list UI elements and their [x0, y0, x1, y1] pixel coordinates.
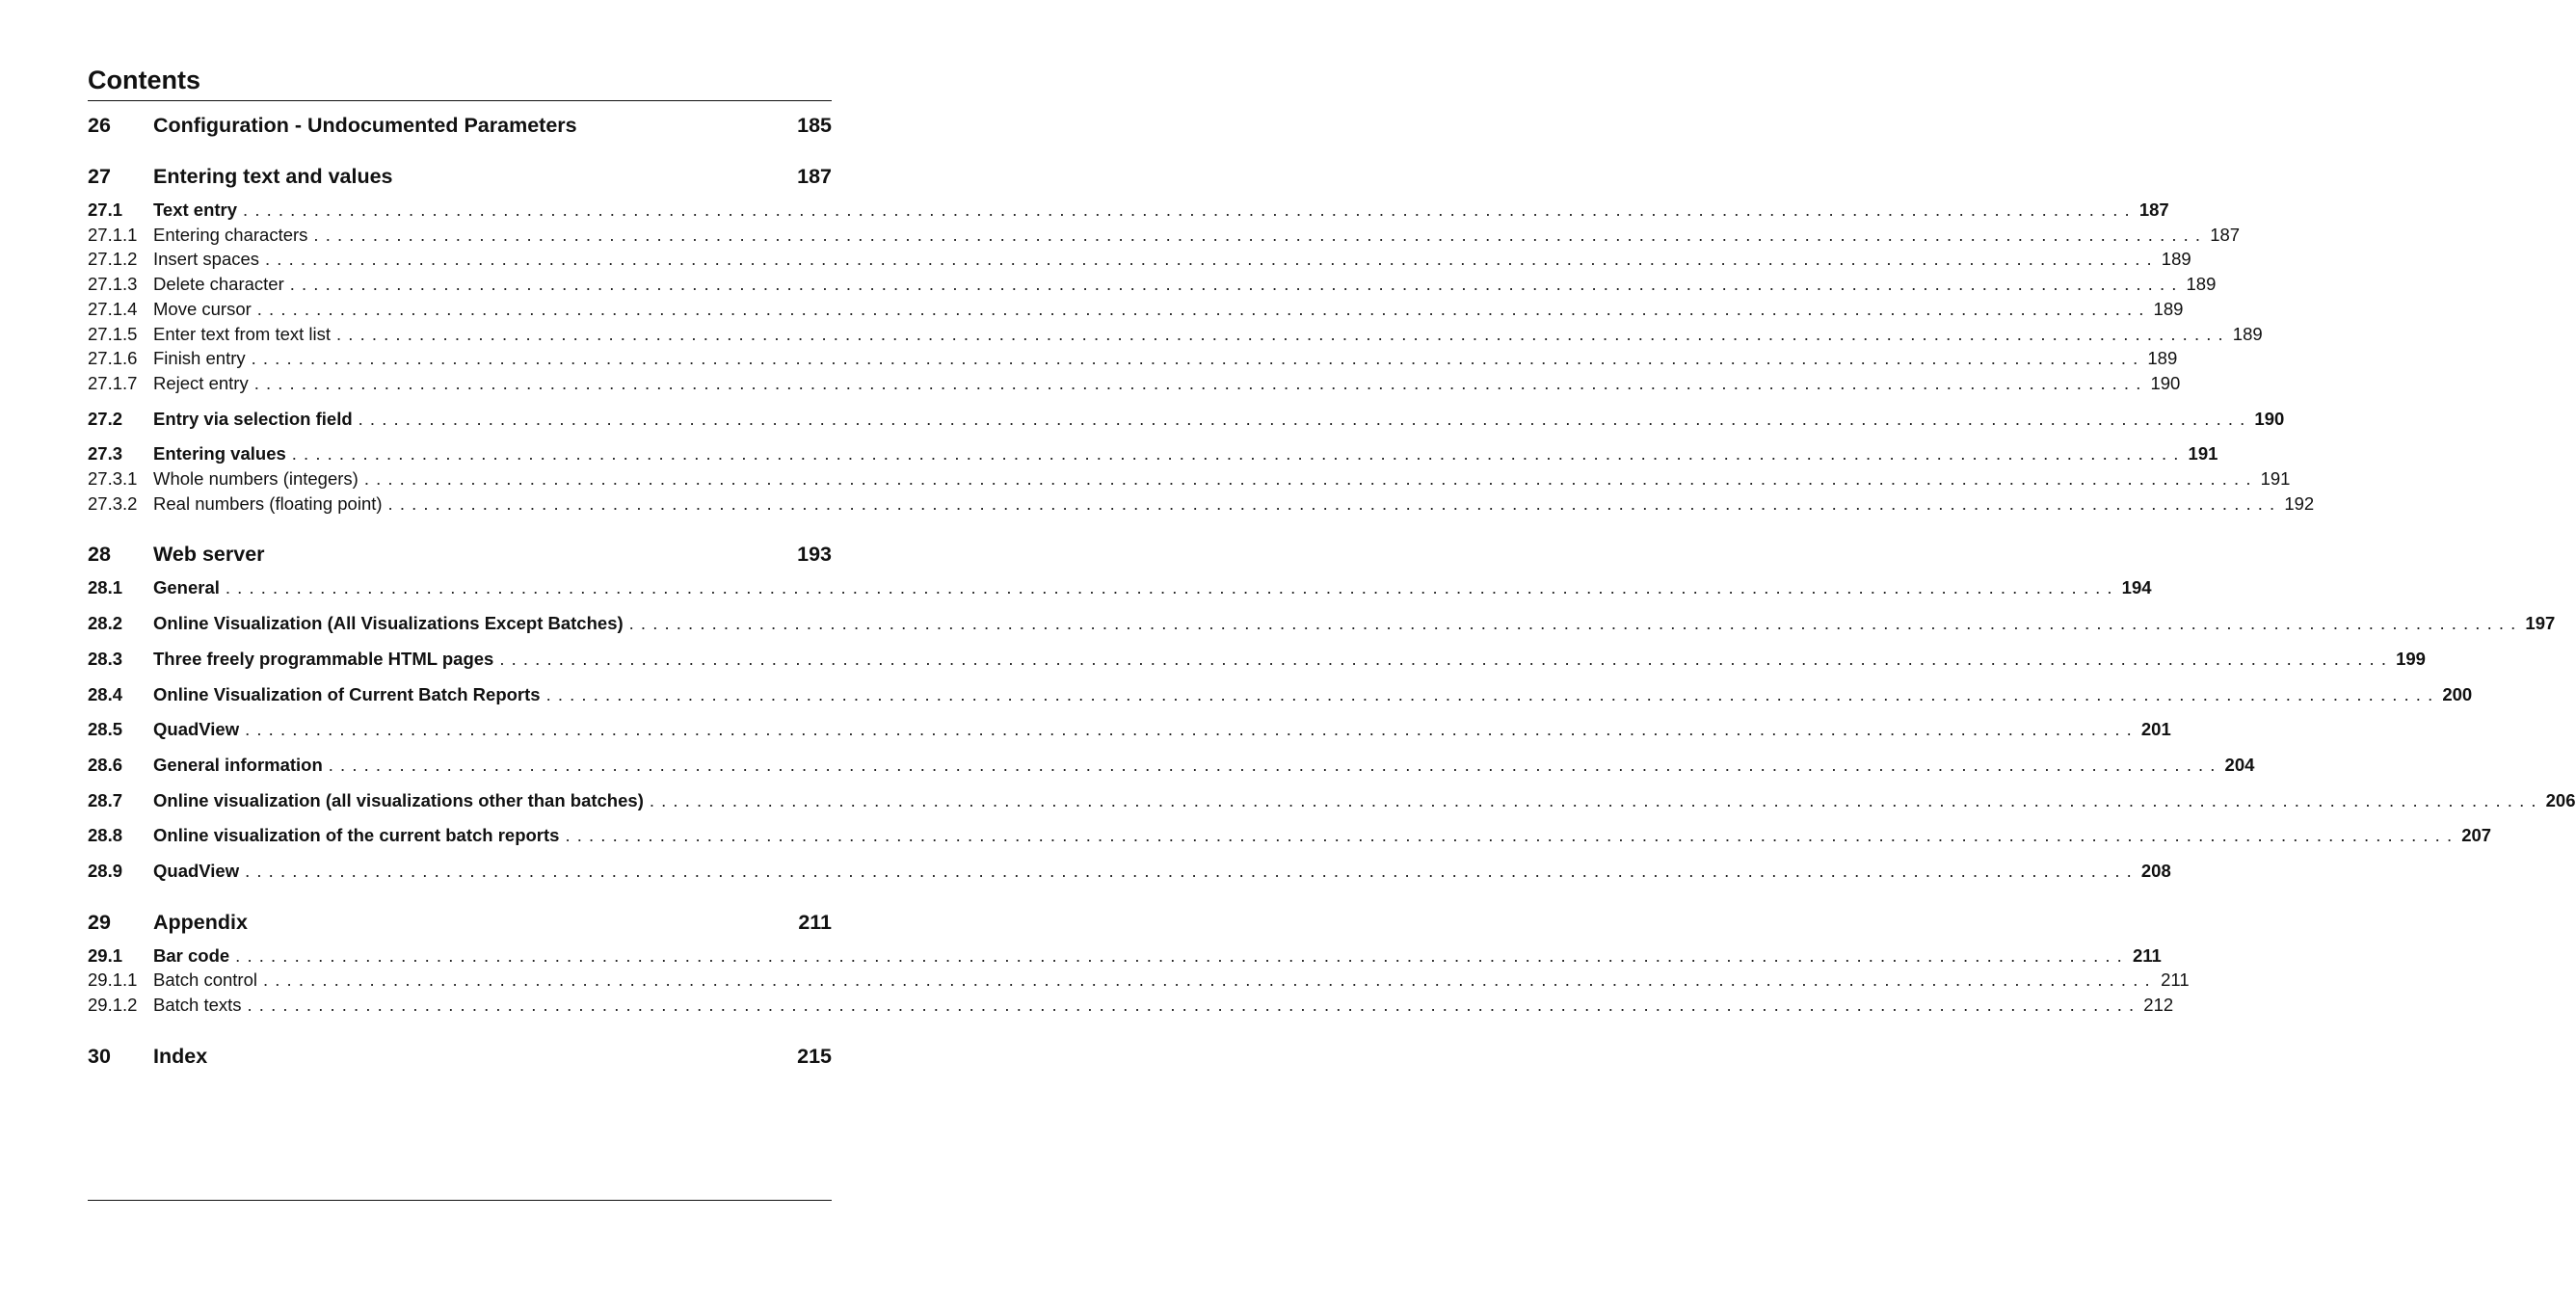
toc-entry-page-number: 192: [2284, 492, 2315, 514]
toc-entry-page-number: 187: [2210, 224, 2241, 245]
dot-leader: . . . . . . . . . . . . . . . . . . . . . . . . . . . . . . . . . . . . . . . . . . . . . . . . . . . . . . . . . . . . . . . . . . . . . . . . . . . . . . . . . . . . . . . . . . . . . . . . . . . . . . . . . . . . . . . . . . . . . . . . . . . . . . . . . . . . . . . . . . . . . . . . . . . . . . . . . . . . . . . .: [328, 754, 2217, 775]
toc-entry-page-number: 191: [2188, 443, 2218, 465]
dot-leader: . . . . . . . . . . . . . . . . . . . . . . . . . . . . . . . . . . . . . . . . . . . . . . . . . . . . . . . . . . . . . . . . . . . . . . . . . . . . . . . . . . . . . . . . . . . . . . . . . . . . . . . . . . . . . . . . . . . . . . . . . . . . . . . . . . . . . . . . . . . . . . . . . . . . . . . . . . . . . . . .: [247, 995, 2136, 1016]
toc-entry-page-number: 211: [2132, 944, 2162, 966]
toc-entry-title: Delete character: [153, 274, 284, 295]
toc-entry-number: 27.1.6: [88, 348, 138, 369]
toc-entry-number: 29: [88, 910, 111, 934]
toc-entry-number: 27.1.7: [88, 372, 138, 393]
page-title: Contents: [88, 66, 200, 94]
dot-leader: . . . . . . . . . . . . . . . . . . . . . . . . . . . . . . . . . . . . . . . . . . . . . . . . . . . . . . . . . . . . . . . . . . . . . . . . . . . . . . . . . . . . . . . . . . . . . . . . . . . . . . . . . . . . . . . . . . . . . . . . . . . . . . . . . . . . . . . . . . . . . . . . . . . . . . . . . . . . . . . .: [336, 323, 2224, 344]
dot-leader: . . . . . . . . . . . . . . . . . . . . . . . . . . . . . . . . . . . . . . . . . . . . . . . . . . . . . . . . . . . . . . . . . . . . . . . . . . . . . . . . . . . . . . . . . . . . . . . . . . . . . . . . . . . . . . . . . . . . . . . . . . . . . . . . . . . . . . . . . . . . . . . . . . . . . . . . . . . . . . . .: [251, 348, 2139, 369]
dot-leader: . . . . . . . . . . . . . . . . . . . . . . . . . . . . . . . . . . . . . . . . . . . . . . . . . . . . . . . . . . . . . . . . . . . . . . . . . . . . . . . . . . . . . . . . . . . . . . . . . . . . . . . . . . . . . . . . . . . . . . . . . . . . . . . . . . . . . . . . . . . . . . . . . . . . . . . . . . . . . . . .: [565, 825, 2454, 846]
dot-leader: . . . . . . . . . . . . . . . . . . . . . . . . . . . . . . . . . . . . . . . . . . . . . . . . . . . . . . . . . . . . . . . . . . . . . . . . . . . . . . . . . . . . . . . . . . . . . . . . . . . . . . . . . . . . . . . . . . . . . . . . . . . . . . . . . . . . . . . . . . . . . . . . . . . . . . . . . . . . . . . .: [363, 468, 2252, 490]
dot-leader: . . . . . . . . . . . . . . . . . . . . . . . . . . . . . . . . . . . . . . . . . . . . . . . . . . . . . . . . . . . . . . . . . . . . . . . . . . . . . . . . . . . . . . . . . . . . . . . . . . . . . . . . . . . . . . . . . . . . . . . . . . . . . . . . . . . . . . . . . . . . . . . . . . . . . . . . . . . . . . . .: [628, 613, 2517, 634]
toc-subsection-entry[interactable]: [88, 272, 2217, 297]
toc-subsection-entry[interactable]: [88, 466, 2291, 491]
toc-section-entry[interactable]: [88, 753, 2255, 778]
dot-leader: . . . . . . . . . . . . . . . . . . . . . . . . . . . . . . . . . . . . . . . . . . . . . . . . . . . . . . . . . . . . . . . . . . . . . . . . . . . . . . . . . . . . . . . . . . . . . . . . . . . . . . . . . . . . . . . . . . . . . . . . . . . . . . . . . . . . . . . . . . . . . . . . . . . . . . . . . . . . . . . .: [256, 298, 2145, 319]
dot-leader: . . . . . . . . . . . . . . . . . . . . . . . . . . . . . . . . . . . . . . . . . . . . . . . . . . . . . . . . . . . . . . . . . . . . . . . . . . . . . . . . . . . . . . . . . . . . . . . . . . . . . . . . . . . . . . . . . . . . . . . . . . . . . . . . . . . . . . . . . . . . . . . . . . . . . . . . . . . . . . . .: [313, 224, 2202, 245]
toc-entry-page-number: 201: [2140, 719, 2171, 740]
toc-entry-number: 28: [88, 543, 111, 567]
toc-entry-page-number: 189: [2147, 348, 2178, 369]
toc-entry-title: General information: [153, 754, 323, 775]
toc-entry-title: QuadView: [153, 861, 240, 882]
toc-entry-title: Online Visualization (All Visualizations Except Batches): [153, 613, 624, 634]
toc-section-entry[interactable]: [88, 611, 2556, 636]
toc-entry-page-number: 215: [797, 1044, 832, 1068]
toc-entry-page-number: 200: [2442, 683, 2473, 704]
toc-entry-title: Entering characters: [153, 224, 308, 245]
toc-subsection-entry[interactable]: [88, 223, 2241, 248]
toc-entry-number: 28.1: [88, 577, 123, 598]
toc-section-entry[interactable]: [88, 575, 2152, 600]
toc-entry-number: 29.1: [88, 944, 123, 966]
toc-entry-title: Finish entry: [153, 348, 246, 369]
toc-entry-number: 27.1.3: [88, 274, 138, 295]
toc-entry-title: Appendix: [153, 910, 248, 934]
toc-entry-page-number: 187: [797, 165, 832, 188]
dot-leader: . . . . . . . . . . . . . . . . . . . . . . . . . . . . . . . . . . . . . . . . . . . . . . . . . . . . . . . . . . . . . . . . . . . . . . . . . . . . . . . . . . . . . . . . . . . . . . . . . . . . . . . . . . . . . . . . . . . . . . . . . . . . . . . . . . . . . . . . . . . . . . . . . . . . . . . . . . . . . . . .: [225, 577, 2113, 598]
toc-entry-title: Entering text and values: [153, 165, 393, 188]
toc-entry-number: 29.1.1: [88, 969, 138, 991]
toc-section-entry[interactable]: [88, 407, 2285, 432]
dot-leader: . . . . . . . . . . . . . . . . . . . . . . . . . . . . . . . . . . . . . . . . . . . . . . . . . . . . . . . . . . . . . . . . . . . . . . . . . . . . . . . . . . . . . . . . . . . . . . . . . . . . . . . . . . . . . . . . . . . . . . . . . . . . . . . . . . . . . . . . . . . . . . . . . . . . . . . . . . . . . . . .: [291, 443, 2180, 465]
dot-leader: . . . . . . . . . . . . . . . . . . . . . . . . . . . . . . . . . . . . . . . . . . . . . . . . . . . . . . . . . . . . . . . . . . . . . . . . . . . . . . . . . . . . . . . . . . . . . . . . . . . . . . . . . . . . . . . . . . . . . . . . . . . . . . . . . . . . . . . . . . . . . . . . . . . . . . . . . . . . . . . .: [253, 372, 2142, 393]
toc-entry-page-number: 190: [2150, 372, 2181, 393]
toc-entry-title: Three freely programmable HTML pages: [153, 648, 494, 669]
toc-entry-title: Entry via selection field: [153, 408, 353, 429]
dot-leader: . . . . . . . . . . . . . . . . . . . . . . . . . . . . . . . . . . . . . . . . . . . . . . . . . . . . . . . . . . . . . . . . . . . . . . . . . . . . . . . . . . . . . . . . . . . . . . . . . . . . . . . . . . . . . . . . . . . . . . . . . . . . . . . . . . . . . . . . . . . . . . . . . . . . . . . . . . . . . . . .: [289, 274, 2178, 295]
toc-section-entry[interactable]: [88, 859, 2171, 884]
toc-entry-page-number: 207: [2461, 825, 2492, 846]
dot-leader: . . . . . . . . . . . . . . . . . . . . . . . . . . . . . . . . . . . . . . . . . . . . . . . . . . . . . . . . . . . . . . . . . . . . . . . . . . . . . . . . . . . . . . . . . . . . . . . . . . . . . . . . . . . . . . . . . . . . . . . . . . . . . . . . . . . . . . . . . . . . . . . . . . . . . . . . . . . . . . . .: [262, 969, 2151, 991]
toc-entry-number: 27.1: [88, 199, 123, 220]
toc-chapter-entry[interactable]: [88, 114, 832, 138]
toc-entry-page-number: 204: [2224, 754, 2255, 775]
toc-entry-title: Enter text from text list: [153, 323, 332, 344]
toc-entry-title: Bar code: [153, 944, 230, 966]
toc-subsection-entry[interactable]: [88, 491, 2315, 517]
toc-entry-page-number: 212: [2143, 995, 2174, 1016]
toc-entry-page-number: 206: [2545, 789, 2576, 810]
dot-leader: . . . . . . . . . . . . . . . . . . . . . . . . . . . . . . . . . . . . . . . . . . . . . . . . . . . . . . . . . . . . . . . . . . . . . . . . . . . . . . . . . . . . . . . . . . . . . . . . . . . . . . . . . . . . . . . . . . . . . . . . . . . . . . . . . . . . . . . . . . . . . . . . . . . . . . . . . . . . . . . .: [243, 199, 2131, 220]
toc-section-entry[interactable]: [88, 788, 2576, 813]
toc-entry-title: Reject entry: [153, 372, 249, 393]
toc-chapter-entry[interactable]: [88, 543, 832, 567]
toc-entry-number: 26: [88, 114, 111, 137]
toc-entry-title: Online Visualization of Current Batch Reports: [153, 683, 541, 704]
toc-entry-number: 27.3.2: [88, 492, 138, 514]
toc-subsection-entry[interactable]: [88, 993, 2174, 1018]
toc-section-entry[interactable]: [88, 682, 2473, 707]
toc-entry-number: 27.3: [88, 443, 123, 465]
toc-entry-number: 28.3: [88, 648, 123, 669]
toc-subsection-entry[interactable]: [88, 322, 2263, 347]
toc-section-entry[interactable]: [88, 198, 2169, 223]
header-rule: [88, 100, 832, 101]
toc-subsection-entry[interactable]: [88, 247, 2191, 272]
toc-entry-number: 28.9: [88, 861, 123, 882]
toc-entry-number: 28.2: [88, 613, 123, 634]
toc-entry-number: 27.1.4: [88, 298, 138, 319]
toc-entry-page-number: 194: [2121, 577, 2152, 598]
toc-entry-title: General: [153, 577, 220, 598]
toc-entry-title: Entering values: [153, 443, 286, 465]
toc-entry-page-number: 197: [2525, 613, 2556, 634]
dot-leader: . . . . . . . . . . . . . . . . . . . . . . . . . . . . . . . . . . . . . . . . . . . . . . . . . . . . . . . . . . . . . . . . . . . . . . . . . . . . . . . . . . . . . . . . . . . . . . . . . . . . . . . . . . . . . . . . . . . . . . . . . . . . . . . . . . . . . . . . . . . . . . . . . . . . . . . . . . . . . . . .: [649, 789, 2537, 810]
toc-entry-page-number: 185: [797, 114, 832, 137]
toc-section-entry[interactable]: [88, 823, 2492, 848]
dot-leader: . . . . . . . . . . . . . . . . . . . . . . . . . . . . . . . . . . . . . . . . . . . . . . . . . . . . . . . . . . . . . . . . . . . . . . . . . . . . . . . . . . . . . . . . . . . . . . . . . . . . . . . . . . . . . . . . . . . . . . . . . . . . . . . . . . . . . . . . . . . . . . . . . . . . . . . . . . . . . . . .: [235, 944, 2123, 966]
toc-entry-page-number: 211: [2161, 969, 2190, 991]
dot-leader: . . . . . . . . . . . . . . . . . . . . . . . . . . . . . . . . . . . . . . . . . . . . . . . . . . . . . . . . . . . . . . . . . . . . . . . . . . . . . . . . . . . . . . . . . . . . . . . . . . . . . . . . . . . . . . . . . . . . . . . . . . . . . . . . . . . . . . . . . . . . . . . . . . . . . . . . . . . . . . . .: [358, 408, 2246, 429]
dot-leader: . . . . . . . . . . . . . . . . . . . . . . . . . . . . . . . . . . . . . . . . . . . . . . . . . . . . . . . . . . . . . . . . . . . . . . . . . . . . . . . . . . . . . . . . . . . . . . . . . . . . . . . . . . . . . . . . . . . . . . . . . . . . . . . . . . . . . . . . . . . . . . . . . . . . . . . . . . . . . . . .: [265, 249, 2153, 270]
toc-chapter-entry[interactable]: [88, 911, 832, 935]
toc-entry-title: Insert spaces: [153, 249, 260, 270]
toc-entry-number: 28.6: [88, 754, 123, 775]
toc-entry-page-number: 189: [2153, 298, 2184, 319]
toc-entry-title: Move cursor: [153, 298, 252, 319]
toc-subsection-entry[interactable]: [88, 346, 2178, 371]
toc-entry-number: 28.7: [88, 789, 123, 810]
toc-entry-title: Text entry: [153, 199, 238, 220]
toc-entry-title: Online visualization (all visualizations other than batches): [153, 789, 644, 810]
dot-leader: . . . . . . . . . . . . . . . . . . . . . . . . . . . . . . . . . . . . . . . . . . . . . . . . . . . . . . . . . . . . . . . . . . . . . . . . . . . . . . . . . . . . . . . . . . . . . . . . . . . . . . . . . . . . . . . . . . . . . . . . . . . . . . . . . . . . . . . . . . . . . . . . . . . . . . . . . . . . . . . .: [245, 719, 2133, 740]
toc-entry-title: Whole numbers (integers): [153, 468, 359, 490]
toc-entry-page-number: 190: [2254, 408, 2285, 429]
toc-entry-number: 29.1.2: [88, 995, 138, 1016]
dot-leader: . . . . . . . . . . . . . . . . . . . . . . . . . . . . . . . . . . . . . . . . . . . . . . . . . . . . . . . . . . . . . . . . . . . . . . . . . . . . . . . . . . . . . . . . . . . . . . . . . . . . . . . . . . . . . . . . . . . . . . . . . . . . . . . . . . . . . . . . . . . . . . . . . . . . . . . . . . . . . . . .: [499, 648, 2387, 669]
footer-rule: [88, 1200, 832, 1201]
dot-leader: . . . . . . . . . . . . . . . . . . . . . . . . . . . . . . . . . . . . . . . . . . . . . . . . . . . . . . . . . . . . . . . . . . . . . . . . . . . . . . . . . . . . . . . . . . . . . . . . . . . . . . . . . . . . . . . . . . . . . . . . . . . . . . . . . . . . . . . . . . . . . . . . . . . . . . . . . . . . . . . .: [387, 492, 2276, 514]
toc-entry-page-number: 208: [2140, 861, 2171, 882]
toc-entry-page-number: 189: [2161, 249, 2191, 270]
dot-leader: . . . . . . . . . . . . . . . . . . . . . . . . . . . . . . . . . . . . . . . . . . . . . . . . . . . . . . . . . . . . . . . . . . . . . . . . . . . . . . . . . . . . . . . . . . . . . . . . . . . . . . . . . . . . . . . . . . . . . . . . . . . . . . . . . . . . . . . . . . . . . . . . . . . . . . . . . . . . . . . .: [545, 683, 2434, 704]
toc-entry-number: 27.2: [88, 408, 123, 429]
toc-subsection-entry[interactable]: [88, 371, 2181, 396]
toc-entry-title: Batch control: [153, 969, 257, 991]
toc-entry-number: 28.5: [88, 719, 123, 740]
toc-section-entry[interactable]: [88, 717, 2171, 742]
toc-subsection-entry[interactable]: [88, 297, 2184, 322]
toc-entry-number: 27.1.2: [88, 249, 138, 270]
toc-entry-number: 27.3.1: [88, 468, 138, 490]
toc-section-entry[interactable]: [88, 647, 2426, 672]
toc-entry-title: Configuration - Undocumented Parameters: [153, 114, 577, 137]
dot-leader: . . . . . . . . . . . . . . . . . . . . . . . . . . . . . . . . . . . . . . . . . . . . . . . . . . . . . . . . . . . . . . . . . . . . . . . . . . . . . . . . . . . . . . . . . . . . . . . . . . . . . . . . . . . . . . . . . . . . . . . . . . . . . . . . . . . . . . . . . . . . . . . . . . . . . . . . . . . . . . . .: [245, 861, 2133, 882]
toc-entry-page-number: 191: [2260, 468, 2291, 490]
toc-entry-number: 27: [88, 165, 111, 188]
toc-chapter-entry[interactable]: [88, 1045, 832, 1069]
toc-entry-page-number: 193: [797, 543, 832, 567]
toc-entry-title: Batch texts: [153, 995, 242, 1016]
toc-entry-number: 27.1.1: [88, 224, 138, 245]
toc-entry-page-number: 187: [2138, 199, 2169, 220]
toc-entry-title: Web server: [153, 543, 265, 567]
toc-entry-number: 28.4: [88, 683, 123, 704]
toc-entry-number: 30: [88, 1044, 111, 1068]
toc-subsection-entry[interactable]: [88, 968, 2190, 993]
toc-entry-title: Index: [153, 1044, 208, 1068]
toc-entry-title: QuadView: [153, 719, 240, 740]
toc-entry-page-number: 189: [2232, 323, 2263, 344]
toc-entry-page-number: 199: [2396, 648, 2426, 669]
toc-chapter-entry[interactable]: [88, 165, 832, 189]
toc-entry-number: 28.8: [88, 825, 123, 846]
toc-entry-page-number: 211: [798, 910, 832, 934]
toc-entry-title: Real numbers (floating point): [153, 492, 383, 514]
table-of-contents: [88, 114, 2576, 1069]
toc-entry-title: Online visualization of the current batch reports: [153, 825, 560, 846]
toc-entry-page-number: 189: [2186, 274, 2217, 295]
toc-section-entry[interactable]: [88, 441, 2218, 466]
toc-entry-number: 27.1.5: [88, 323, 138, 344]
toc-section-entry[interactable]: [88, 943, 2162, 969]
